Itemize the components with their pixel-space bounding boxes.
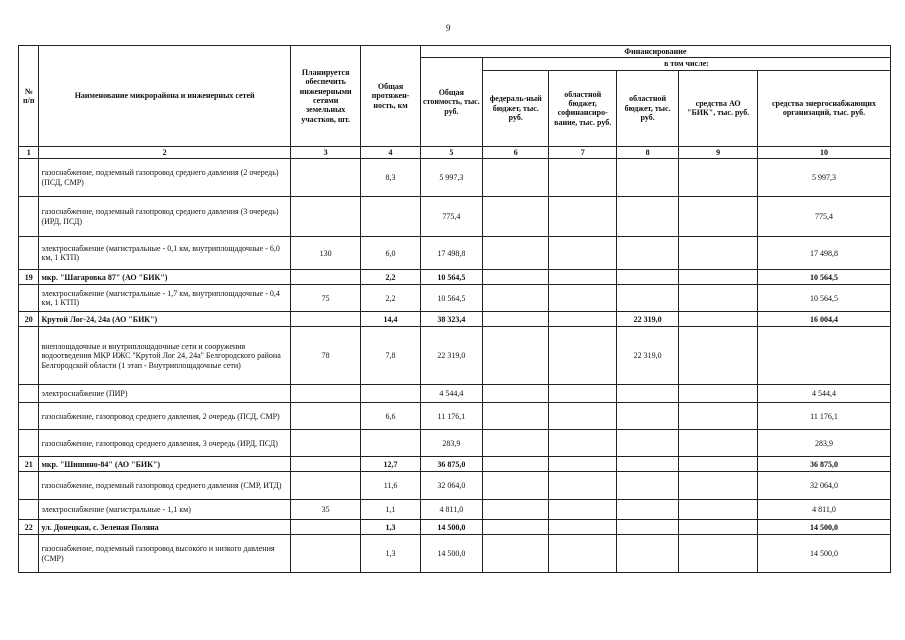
row-regional-cofin	[549, 535, 616, 573]
row-federal	[483, 500, 549, 520]
row-regional: 22 319,0	[616, 312, 678, 327]
row-total-cost: 775,4	[420, 197, 482, 237]
row-energy: 14 500,0	[757, 535, 890, 573]
row-energy: 775,4	[757, 197, 890, 237]
header-num: № п/п	[19, 46, 39, 147]
column-number-row	[19, 146, 891, 158]
row-regional	[616, 237, 678, 270]
header-including: в том числе:	[483, 58, 891, 70]
row-regional	[616, 500, 678, 520]
column-number: 1	[19, 146, 39, 158]
row-bik	[679, 237, 758, 270]
row-total-cost: 14 500,0	[420, 520, 482, 535]
row-regional-cofin	[549, 403, 616, 430]
row-federal	[483, 535, 549, 573]
row-federal	[483, 237, 549, 270]
row-energy: 16 004,4	[757, 312, 890, 327]
row-name: газоснабжение, подземный газопровод высокого и низкого давления (СМР)	[39, 535, 290, 573]
row-regional	[616, 385, 678, 403]
row-length: 2,2	[361, 270, 420, 285]
row-length	[361, 385, 420, 403]
row-federal	[483, 403, 549, 430]
row-total-cost: 14 500,0	[420, 535, 482, 573]
row-length: 1,1	[361, 500, 420, 520]
column-number: 9	[679, 146, 758, 158]
row-planned: 75	[290, 285, 361, 312]
row-name: внеплощадочные и внутриплощадочные сети и сооружения водоотведения МКР ИЖС "Крутой Лог 24, 24а" Белгородского района Белгородской области (1 этап - Внутриплощадочные сети)	[39, 327, 290, 385]
column-number: 6	[483, 146, 549, 158]
table-row	[19, 159, 891, 197]
header-energy: средства энергоснабжающих организаций, тыс. руб.	[757, 70, 890, 146]
row-planned	[290, 197, 361, 237]
row-length: 6,6	[361, 403, 420, 430]
row-number: 22	[19, 520, 39, 535]
row-regional-cofin	[549, 270, 616, 285]
row-regional	[616, 535, 678, 573]
table-row	[19, 197, 891, 237]
row-length: 1,3	[361, 520, 420, 535]
row-energy: 14 500,0	[757, 520, 890, 535]
row-number	[19, 237, 39, 270]
row-number: 19	[19, 270, 39, 285]
row-regional	[616, 197, 678, 237]
row-length: 14,4	[361, 312, 420, 327]
row-regional-cofin	[549, 430, 616, 457]
row-bik	[679, 385, 758, 403]
row-length: 12,7	[361, 457, 420, 472]
row-number	[19, 430, 39, 457]
row-bik	[679, 457, 758, 472]
row-length	[361, 430, 420, 457]
financing-table	[18, 45, 891, 573]
row-bik	[679, 159, 758, 197]
row-total-cost: 283,9	[420, 430, 482, 457]
row-bik	[679, 270, 758, 285]
table-row	[19, 430, 891, 457]
row-name: газоснабжение, подземный газопровод среднего давления (3 очередь) (ИРД, ПСД)	[39, 197, 290, 237]
table-row	[19, 457, 891, 472]
row-regional-cofin	[549, 327, 616, 385]
table-row	[19, 535, 891, 573]
row-name: электроснабжение (магистральные - 1,7 км, внутриплощадочные - 0,4 км, 1 КТП)	[39, 285, 290, 312]
row-bik	[679, 430, 758, 457]
row-planned	[290, 403, 361, 430]
row-regional	[616, 430, 678, 457]
header-length: Общая протяжен-ность, км	[361, 46, 420, 147]
table-row	[19, 403, 891, 430]
row-energy: 32 064,0	[757, 472, 890, 500]
column-number: 2	[39, 146, 290, 158]
row-regional-cofin	[549, 237, 616, 270]
row-regional	[616, 270, 678, 285]
row-length: 1,3	[361, 535, 420, 573]
row-regional-cofin	[549, 159, 616, 197]
column-number: 10	[757, 146, 890, 158]
table-row	[19, 270, 891, 285]
row-number	[19, 403, 39, 430]
row-planned	[290, 430, 361, 457]
row-bik	[679, 500, 758, 520]
row-regional-cofin	[549, 197, 616, 237]
row-bik	[679, 197, 758, 237]
row-federal	[483, 472, 549, 500]
row-name: газоснабжение, подземный газопровод среднего давления (СМР, ИТД)	[39, 472, 290, 500]
row-energy: 5 997,3	[757, 159, 890, 197]
row-regional-cofin	[549, 457, 616, 472]
row-energy: 36 875,0	[757, 457, 890, 472]
table-row	[19, 237, 891, 270]
header-regional: областной бюджет, тыс. руб.	[616, 70, 678, 146]
row-regional	[616, 472, 678, 500]
row-number: 20	[19, 312, 39, 327]
column-number: 5	[420, 146, 482, 158]
row-number	[19, 327, 39, 385]
row-bik	[679, 285, 758, 312]
row-planned	[290, 312, 361, 327]
row-bik	[679, 312, 758, 327]
row-bik	[679, 472, 758, 500]
row-length: 2,2	[361, 285, 420, 312]
row-regional	[616, 403, 678, 430]
row-length: 7,8	[361, 327, 420, 385]
row-planned	[290, 457, 361, 472]
header-financing: Финансирование	[420, 46, 890, 58]
row-regional-cofin	[549, 520, 616, 535]
column-number: 7	[549, 146, 616, 158]
row-federal	[483, 327, 549, 385]
row-total-cost: 22 319,0	[420, 327, 482, 385]
row-total-cost: 5 997,3	[420, 159, 482, 197]
row-total-cost: 36 875,0	[420, 457, 482, 472]
row-energy	[757, 327, 890, 385]
row-number: 21	[19, 457, 39, 472]
row-federal	[483, 430, 549, 457]
row-name: газоснабжение, газопровод среднего давления, 3 очередь (ИРД, ПСД)	[39, 430, 290, 457]
row-regional-cofin	[549, 472, 616, 500]
row-planned	[290, 520, 361, 535]
row-planned	[290, 472, 361, 500]
row-number	[19, 159, 39, 197]
row-energy: 4 811,0	[757, 500, 890, 520]
header-name: Наименование микрорайона и инженерных сетей	[39, 46, 290, 147]
row-total-cost: 10 564,5	[420, 285, 482, 312]
row-regional	[616, 520, 678, 535]
row-name: газоснабжение, газопровод среднего давления, 2 очередь (ПСД, СМР)	[39, 403, 290, 430]
row-planned: 35	[290, 500, 361, 520]
row-total-cost: 4 544,4	[420, 385, 482, 403]
row-federal	[483, 285, 549, 312]
row-planned: 78	[290, 327, 361, 385]
row-planned: 130	[290, 237, 361, 270]
table-body	[19, 159, 891, 573]
row-number	[19, 500, 39, 520]
table-header	[19, 46, 891, 159]
row-energy: 11 176,1	[757, 403, 890, 430]
row-name: мкр. "Шишино-84" (АО "БИК")	[39, 457, 290, 472]
table-row	[19, 520, 891, 535]
row-total-cost: 32 064,0	[420, 472, 482, 500]
table-row	[19, 312, 891, 327]
page-number: 9	[446, 23, 451, 33]
row-planned	[290, 385, 361, 403]
table-row	[19, 472, 891, 500]
header-federal: федераль-ный бюджет, тыс. руб.	[483, 70, 549, 146]
header-bik: средства АО "БИК", тыс. руб.	[679, 70, 758, 146]
row-length	[361, 197, 420, 237]
row-regional: 22 319,0	[616, 327, 678, 385]
row-number	[19, 197, 39, 237]
row-regional	[616, 159, 678, 197]
table-row	[19, 285, 891, 312]
row-total-cost: 11 176,1	[420, 403, 482, 430]
row-federal	[483, 197, 549, 237]
row-bik	[679, 403, 758, 430]
row-number	[19, 285, 39, 312]
row-name: электроснабжение (магистральные - 1,1 км)	[39, 500, 290, 520]
row-planned	[290, 270, 361, 285]
row-name: электроснабжение (магистральные - 0,1 км, внутриплощадочные - 6,0 км, 1 КТП)	[39, 237, 290, 270]
row-regional-cofin	[549, 285, 616, 312]
row-energy: 4 544,4	[757, 385, 890, 403]
table-row	[19, 327, 891, 385]
row-bik	[679, 520, 758, 535]
row-regional-cofin	[549, 385, 616, 403]
row-number	[19, 385, 39, 403]
row-energy: 283,9	[757, 430, 890, 457]
row-length: 8,3	[361, 159, 420, 197]
row-total-cost: 38 323,4	[420, 312, 482, 327]
column-number: 8	[616, 146, 678, 158]
row-bik	[679, 327, 758, 385]
column-number: 4	[361, 146, 420, 158]
row-name: Крутой Лог-24, 24а (АО "БИК")	[39, 312, 290, 327]
header-total-cost: Общая стоимость, тыс. руб.	[420, 58, 482, 146]
row-name: электроснабжение (ПИР)	[39, 385, 290, 403]
row-number	[19, 472, 39, 500]
row-federal	[483, 520, 549, 535]
row-energy: 17 498,8	[757, 237, 890, 270]
row-planned	[290, 535, 361, 573]
row-total-cost: 4 811,0	[420, 500, 482, 520]
row-federal	[483, 312, 549, 327]
column-number: 3	[290, 146, 361, 158]
row-length: 6,0	[361, 237, 420, 270]
row-federal	[483, 159, 549, 197]
row-energy: 10 564,5	[757, 285, 890, 312]
row-regional	[616, 285, 678, 312]
row-energy: 10 564,5	[757, 270, 890, 285]
row-federal	[483, 385, 549, 403]
row-regional-cofin	[549, 312, 616, 327]
row-name: ул. Донецкая, с. Зеленая Поляна	[39, 520, 290, 535]
table-row	[19, 500, 891, 520]
row-bik	[679, 535, 758, 573]
row-federal	[483, 457, 549, 472]
row-name: газоснабжение, подземный газопровод среднего давления (2 очередь) (ПСД, СМР)	[39, 159, 290, 197]
row-planned	[290, 159, 361, 197]
row-federal	[483, 270, 549, 285]
header-regional-cofin: областной бюджет, софинансиро-вание, тыс. руб.	[549, 70, 616, 146]
row-name: мкр. "Шагаровка 87" (АО "БИК")	[39, 270, 290, 285]
header-planned: Планируется обеспечить инженерными сетями земельных участков, шт.	[290, 46, 361, 147]
row-total-cost: 17 498,8	[420, 237, 482, 270]
row-length: 11,6	[361, 472, 420, 500]
row-number	[19, 535, 39, 573]
row-regional-cofin	[549, 500, 616, 520]
row-regional	[616, 457, 678, 472]
table-row	[19, 385, 891, 403]
row-total-cost: 10 564,5	[420, 270, 482, 285]
